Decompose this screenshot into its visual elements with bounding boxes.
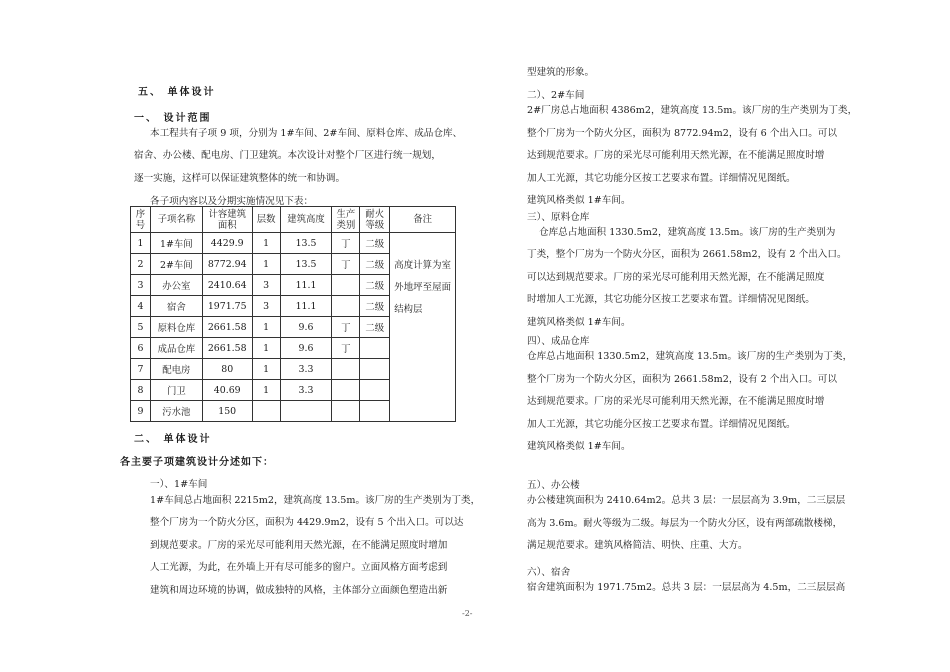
table-cell: 2661.58 xyxy=(202,338,252,359)
table-cell xyxy=(360,338,390,359)
item1-line: 到规范要求。厂房的采光尽可能利用天然光源，在不能满足照度时增加 xyxy=(150,539,448,551)
table-cell: 办公室 xyxy=(150,275,202,296)
header-cell: 建筑高度 xyxy=(280,207,332,233)
table-cell: 4 xyxy=(131,296,151,317)
table-cell: 11.1 xyxy=(280,275,332,296)
table-cell xyxy=(332,359,360,380)
item4-line: 达到规范要求。厂房的采光尽可能利用天然光源，在不能满足照度时增 xyxy=(527,396,825,408)
item4-line: 加人工光源，其它功能分区按工艺要求布置。详细情况见图纸。 xyxy=(527,418,796,430)
table-cell: 1 xyxy=(252,359,280,380)
item6-title: 六）、宿舍 xyxy=(527,567,571,578)
table-cell: 门卫 xyxy=(150,380,202,401)
item3-paragraph xyxy=(539,222,835,245)
table-cell: 2 xyxy=(131,254,151,275)
table-cell: 9.6 xyxy=(280,317,332,338)
item1-line: 人工光源，为此，在外墙上开有尽可能多的窗户。立面风格方面考虑到 xyxy=(150,562,448,574)
table-cell: 二级 xyxy=(360,275,390,296)
item3-line: 仓库总占地面积 1330.5m2，建筑高度 13.5m。该厂房的生产类别为 xyxy=(539,227,836,238)
table-cell: 3.3 xyxy=(280,380,332,401)
table-cell xyxy=(332,275,360,296)
table-row xyxy=(131,233,456,254)
page-number: -2- xyxy=(462,609,473,618)
item4-title: 四）、成品仓库 xyxy=(527,336,590,347)
item2-paragraph xyxy=(527,100,857,213)
intro-line: 逐一实施，这样可以保证建筑整体的统一和协调。 xyxy=(134,172,346,184)
header-cell: 计容建筑面积 xyxy=(202,207,252,233)
table-cell: 3 xyxy=(252,275,280,296)
item1-paragraph xyxy=(150,490,480,513)
table-caption: 各子项内容以及分期实施情况见下表： xyxy=(150,196,314,207)
table-cell: 11.1 xyxy=(280,296,332,317)
table-cell: 13.5 xyxy=(280,233,332,254)
item1-line: 建筑和周边环境的协调，做成独特的风格，主体部分立面颜色塑造出新 xyxy=(150,584,448,596)
table-cell: 1 xyxy=(252,254,280,275)
table-cell: 4429.9 xyxy=(202,233,252,254)
item2-line: 2#厂房总占地面积 4386m2，建筑高度 13.5m。该厂房的生产类别为丁类， xyxy=(527,105,858,116)
item6-paragraph xyxy=(527,577,845,600)
intro-paragraph xyxy=(150,123,462,146)
table-cell: 3.3 xyxy=(280,359,332,380)
table-cell: 配电房 xyxy=(150,359,202,380)
continued-line: 型建筑的形象。 xyxy=(527,67,595,78)
table-cell: 原料仓库 xyxy=(150,317,202,338)
table-cell: 1 xyxy=(252,233,280,254)
item2-title: 二）、2#车间 xyxy=(527,90,585,101)
table-cell: 丁 xyxy=(332,338,360,359)
table-cell xyxy=(252,401,280,422)
table-cell xyxy=(360,401,390,422)
table-cell xyxy=(360,359,390,380)
header-cell: 生产类别 xyxy=(332,207,360,233)
table-cell: 80 xyxy=(202,359,252,380)
table-cell: 3 xyxy=(252,296,280,317)
table-cell: 8 xyxy=(131,380,151,401)
table-cell: 污水池 xyxy=(150,401,202,422)
table-cell: 丁 xyxy=(332,254,360,275)
table-cell: 9.6 xyxy=(280,338,332,359)
table-cell: 2410.64 xyxy=(202,275,252,296)
item2-line: 达到规范要求。厂房的采光尽可能利用天然光源，在不能满足照度时增 xyxy=(527,150,825,162)
subsection-title-scope: 一、 设计范围 xyxy=(134,113,212,124)
table-cell: 1 xyxy=(131,233,151,254)
item2-line: 加人工光源，其它功能分区按工艺要求布置。详细情况见图纸。 xyxy=(527,172,796,184)
table-cell: 2661.58 xyxy=(202,317,252,338)
table-cell: 40.69 xyxy=(202,380,252,401)
item2-line: 建筑风格类似 1#车间。 xyxy=(527,195,631,207)
item2-line: 整个厂房为一个防火分区，面积为 8772.94m2，设有 6 个出入口。可以 xyxy=(527,127,837,139)
section-title: 五、 单体设计 xyxy=(138,87,216,98)
table-cell xyxy=(280,401,332,422)
header-cell: 备注 xyxy=(390,207,456,233)
item5-line: 高为 3.6m。耐火等级为二级。每层为一个防火分区，设有两部疏散楼梯， xyxy=(527,517,843,529)
intro-paragraph-cont xyxy=(134,145,441,190)
table-cell: 1#车间 xyxy=(150,233,202,254)
table-cell xyxy=(360,380,390,401)
item3-title: 三）、原料仓库 xyxy=(527,212,590,223)
header-cell: 层数 xyxy=(252,207,280,233)
table-cell: 二级 xyxy=(360,233,390,254)
item1-paragraph-cont xyxy=(150,512,463,602)
item4-line: 建筑风格类似 1#车间。 xyxy=(527,441,631,453)
header-cell: 子项名称 xyxy=(150,207,202,233)
table-cell: 2#车间 xyxy=(150,254,202,275)
project-table xyxy=(130,206,456,422)
table-cell: 丁 xyxy=(332,233,360,254)
table-cell: 二级 xyxy=(360,254,390,275)
table-cell: 9 xyxy=(131,401,151,422)
table-cell: 二级 xyxy=(360,317,390,338)
item3-paragraph-cont xyxy=(527,244,847,334)
item5-line: 办公楼建筑面积为 2410.64m2。总共 3 层：一层层高为 3.9m，二三层层 xyxy=(527,495,846,506)
table-cell: 5 xyxy=(131,317,151,338)
item1-title: 一）、1#车间 xyxy=(150,479,208,490)
item4-line: 仓库总占地面积 1330.5m2，建筑高度 13.5m。该厂房的生产类别为丁类， xyxy=(527,351,853,362)
item3-line: 建筑风格类似 1#车间。 xyxy=(527,316,631,328)
table-cell: 8772.94 xyxy=(202,254,252,275)
item3-line: 可以达到规范要求。厂房的采光尽可能利用天然光源，在不能满足照度 xyxy=(527,271,825,283)
table-cell: 1 xyxy=(252,338,280,359)
item3-line: 丁类，整个厂房为一个防火分区，面积为 2661.58m2，设有 2 个出入口。 xyxy=(527,249,847,260)
item5-paragraph xyxy=(527,490,845,558)
intro-line: 本工程共有子项 9 项，分别为 1#车间、2#车间、原料仓库、成品仓库、 xyxy=(150,128,463,139)
item6-line: 宿舍建筑面积为 1971.75m2。总共 3 层：一层层高为 4.5m，二三层层高 xyxy=(527,582,846,593)
table-cell: 13.5 xyxy=(280,254,332,275)
table-cell: 6 xyxy=(131,338,151,359)
table-cell: 成品仓库 xyxy=(150,338,202,359)
description-title: 各主要子项建筑设计分述如下： xyxy=(120,457,274,468)
item4-line: 整个厂房为一个防火分区，面积为 2661.58m2，设有 2 个出入口。可以 xyxy=(527,373,837,385)
table-cell: 150 xyxy=(202,401,252,422)
table-cell: 宿舍 xyxy=(150,296,202,317)
note-cell: 高度计算为室外地坪至屋面结构层 xyxy=(390,233,456,422)
header-cell: 序号 xyxy=(131,207,151,233)
table-cell: 7 xyxy=(131,359,151,380)
item5-title: 五）、办公楼 xyxy=(527,480,580,491)
intro-line: 宿舍、办公楼、配电房、门卫建筑。本次设计对整个厂区进行统一规划， xyxy=(134,150,441,161)
table-cell xyxy=(332,401,360,422)
item3-line: 时增加人工光源，其它功能分区按工艺要求布置。详细情况见图纸。 xyxy=(527,294,815,306)
table-cell: 二级 xyxy=(360,296,390,317)
table-cell: 1 xyxy=(252,380,280,401)
table-cell: 3 xyxy=(131,275,151,296)
table-cell xyxy=(332,380,360,401)
item1-line: 整个厂房为一个防火分区，面积为 4429.9m2，设有 5 个出入口。可以达 xyxy=(150,517,464,528)
item1-line: 1#车间总占地面积 2215m2，建筑高度 13.5m。该厂房的生产类别为丁类， xyxy=(150,495,481,506)
table-cell: 1971.75 xyxy=(202,296,252,317)
table-cell: 丁 xyxy=(332,317,360,338)
table-cell xyxy=(332,296,360,317)
table-header-row xyxy=(131,207,456,233)
header-cell: 耐火等级 xyxy=(360,207,390,233)
table-cell: 1 xyxy=(252,317,280,338)
item4-paragraph xyxy=(527,346,852,459)
subsection-title-design: 二、 单体设计 xyxy=(134,434,212,445)
item5-line: 满足规范要求。建筑风格简洁、明快、庄重、大方。 xyxy=(527,540,748,552)
